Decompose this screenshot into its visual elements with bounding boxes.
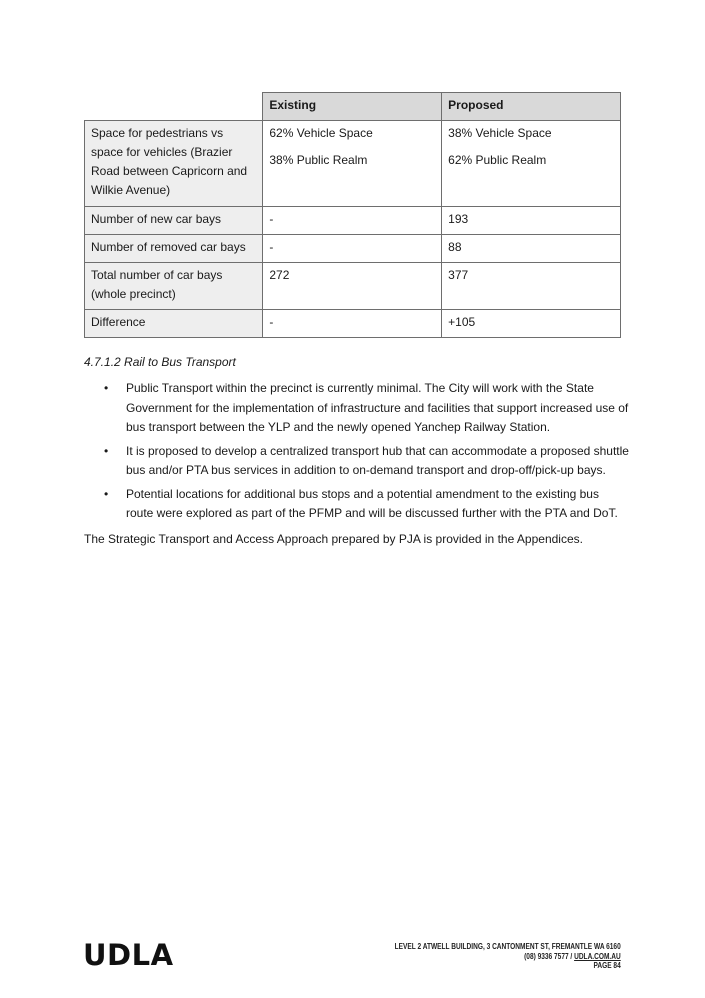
existing-vehicle-space: 62% Vehicle Space xyxy=(269,126,373,140)
existing-cell xyxy=(263,121,442,207)
existing-cell: 272 xyxy=(263,263,442,310)
table-row xyxy=(85,263,621,310)
footer-separator: / xyxy=(568,951,575,961)
udla-logo: UDLA xyxy=(83,938,174,972)
proposed-public-realm: 62% Public Realm xyxy=(448,153,547,167)
proposed-cell: +105 xyxy=(442,310,621,338)
list-item xyxy=(84,442,629,481)
list-item-text: Potential locations for additional bus stops and a potential amendment to the existing bus route were explored as part of the PFMP and will be discussed further with the PTA and DoT. xyxy=(126,486,618,520)
footer-address: LEVEL 2 ATWELL BUILDING, 3 CANTONMENT ST, FREMANTLE WA 6160 xyxy=(394,942,621,951)
proposed-cell: 377 xyxy=(442,263,621,310)
existing-cell: - xyxy=(263,310,442,338)
table-row xyxy=(85,310,621,338)
table-header-row xyxy=(85,93,621,121)
page-number: PAGE 84 xyxy=(593,961,621,970)
section-heading: 4.7.1.2 Rail to Bus Transport xyxy=(84,355,236,369)
bullet-icon: • xyxy=(104,486,109,501)
table-row xyxy=(85,121,621,207)
footer-phone: (08) 9336 7577 xyxy=(524,951,569,961)
proposed-cell: 193 xyxy=(442,207,621,235)
proposed-cell xyxy=(442,121,621,207)
closing-paragraph: The Strategic Transport and Access Approach prepared by PJA is provided in the Appendices. xyxy=(84,532,583,546)
list-item xyxy=(84,485,629,524)
table-row xyxy=(85,207,621,235)
existing-cell: - xyxy=(263,235,442,263)
proposed-cell: 88 xyxy=(442,235,621,263)
list-item-text: It is proposed to develop a centralized transport hub that can accommodate a proposed shuttle bus and/or PTA bus services in addition to on-demand transport and drop-off/pick-up bays. xyxy=(126,443,629,477)
row-label: Number of removed car bays xyxy=(85,235,263,263)
row-label: Total number of car bays (whole precinct) xyxy=(85,263,263,310)
header-existing: Existing xyxy=(263,93,442,121)
footer-contact xyxy=(395,952,621,962)
header-proposed: Proposed xyxy=(442,93,621,121)
row-label: Space for pedestrians vs space for vehicles (Brazier Road between Capricorn and Wilkie Avenue) xyxy=(85,121,263,207)
bullet-icon: • xyxy=(104,443,109,458)
row-label: Difference xyxy=(85,310,263,338)
page-footer xyxy=(395,942,621,971)
bullet-icon: • xyxy=(104,381,109,395)
existing-public-realm: 38% Public Realm xyxy=(269,153,368,167)
header-blank-cell xyxy=(85,93,263,121)
car-bays-comparison-table xyxy=(84,92,621,338)
list-item-text: Public Transport within the precinct is currently minimal. The City will work with the State Government for the implementation of infrastructure and facilities that support increased use of bus transport between the YLP and the newly opened Yanchep Railway Station. xyxy=(126,381,629,434)
table-row xyxy=(85,235,621,263)
row-label: Number of new car bays xyxy=(85,207,263,235)
existing-cell: - xyxy=(263,207,442,235)
footer-website-link[interactable]: UDLA.COM.AU xyxy=(574,951,621,961)
list-item xyxy=(84,379,629,438)
bullet-list xyxy=(84,379,629,528)
proposed-vehicle-space: 38% Vehicle Space xyxy=(448,126,552,140)
